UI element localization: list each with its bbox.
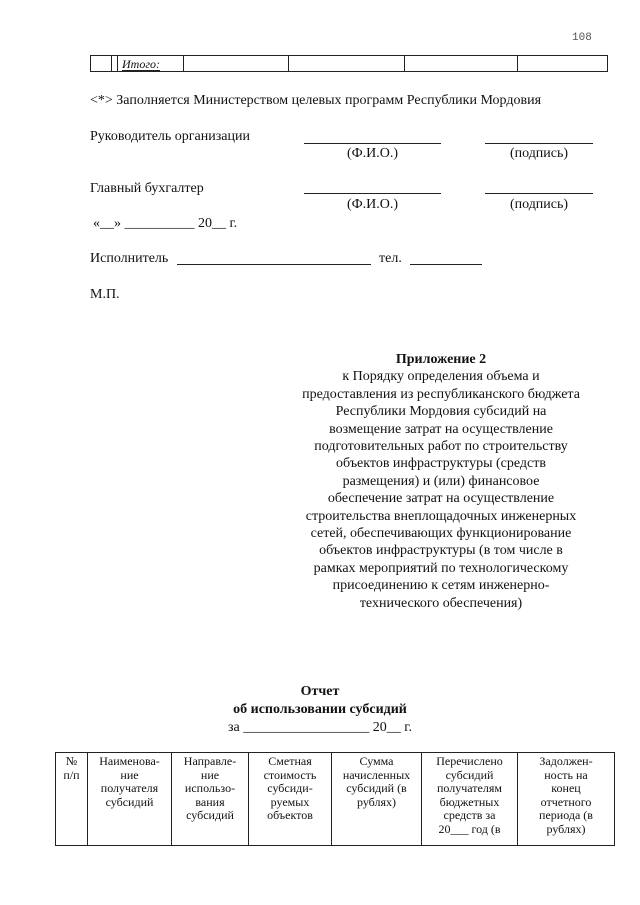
- col-header-number: [56, 753, 88, 846]
- col-header-line: субсидий: [186, 808, 234, 822]
- sign-caption: (подпись): [509, 197, 569, 212]
- appendix-line: технического обеспечения): [359, 595, 523, 611]
- report-subtitle: об использовании субсидий: [233, 702, 407, 717]
- accountant-label: Главный бухгалтер: [90, 181, 204, 196]
- date-line: «__» __________ 20__ г.: [93, 216, 238, 231]
- executor-line: [177, 264, 371, 265]
- table-divider: [117, 56, 118, 71]
- appendix-line: объектов инфраструктуры (средств: [336, 456, 546, 472]
- col-header-line: средств за: [443, 808, 496, 822]
- col-header-accrued-sum: [332, 753, 422, 846]
- col-header-transferred: [422, 753, 518, 846]
- col-header-debt: [518, 753, 615, 846]
- table-divider: [517, 56, 518, 71]
- col-header-line: ние: [200, 767, 220, 782]
- appendix-line: Республики Мордовия субсидий на: [335, 404, 547, 420]
- col-header-line: субсидий (в: [346, 781, 407, 795]
- appendix-line: рамках мероприятий по технологическому: [313, 560, 569, 576]
- col-header-line: использо-: [184, 781, 236, 795]
- col-header-line: получателя: [100, 781, 159, 795]
- col-header-line: рублях): [357, 794, 396, 809]
- itogo-label: Итого:: [122, 57, 161, 71]
- appendix-heading: Приложение 2: [395, 352, 487, 367]
- table-divider: [111, 56, 112, 71]
- appendix-line: к Порядку определения объема и: [342, 369, 540, 385]
- appendix-line: обеспечение затрат на осуществление: [327, 491, 555, 507]
- totals-table-row: [90, 55, 608, 72]
- appendix-line: подготовительных работ по строительству: [314, 439, 568, 455]
- appendix-line: строительства внеплощадочных инженерных: [305, 508, 577, 524]
- sign-line: [485, 143, 593, 144]
- appendix-line: сетей, обеспечивающих функционирование: [310, 526, 572, 542]
- appendix-block: [285, 351, 597, 612]
- col-header-line: Направле-: [183, 754, 237, 768]
- col-header-line: получателям: [437, 781, 502, 795]
- executor-label: Исполнитель: [90, 251, 169, 266]
- report-period: за __________________ 20__ г.: [228, 720, 412, 735]
- col-header-line: начисленных: [342, 767, 411, 782]
- appendix-line: объектов инфраструктуры (в том числе в: [319, 543, 563, 559]
- footnote: <*> Заполняется Министерством целевых программ Республики Мордовия: [90, 93, 542, 108]
- head-label: Руководитель организации: [90, 129, 250, 144]
- tel-line: [410, 264, 482, 265]
- fio-line: [304, 143, 441, 144]
- col-header-line: п/п: [63, 767, 80, 782]
- table-header-row: [56, 753, 615, 846]
- table-divider: [288, 56, 289, 71]
- col-header-recipient: [88, 753, 172, 846]
- col-header-line: субсидий: [445, 767, 494, 782]
- sign-caption: (подпись): [509, 146, 569, 161]
- fio-caption: (Ф.И.О.): [346, 146, 399, 161]
- col-header-line: Сметная: [268, 754, 312, 768]
- appendix-line: возмещение затрат на осуществление: [329, 421, 553, 437]
- col-header-line: объектов: [267, 808, 313, 822]
- col-header-line: субсидий: [105, 794, 154, 809]
- report-table: [55, 752, 615, 846]
- table-divider: [404, 56, 405, 71]
- col-header-line: Наименова-: [99, 754, 160, 768]
- report-title: Отчет: [300, 684, 340, 699]
- stamp-label: М.П.: [90, 287, 120, 302]
- col-header-line: руемых: [270, 794, 310, 809]
- col-header-line: периода (в: [539, 808, 593, 822]
- col-header-line: отчетного: [540, 794, 592, 809]
- col-header-direction: [172, 753, 249, 846]
- fio-line: [304, 193, 441, 194]
- col-header-line: стоимость: [263, 767, 317, 782]
- col-header-line: №: [65, 754, 78, 768]
- appendix-line: размещения) и (или) финансовое: [342, 473, 540, 489]
- fio-caption: (Ф.И.О.): [346, 197, 399, 212]
- page-number: 108: [572, 32, 592, 44]
- col-header-line: Сумма: [359, 754, 394, 768]
- tel-label: тел.: [379, 251, 402, 266]
- col-header-line: субсиди-: [267, 781, 313, 795]
- sign-line: [485, 193, 593, 194]
- col-header-line: ность на: [544, 767, 588, 782]
- col-header-line: Перечислено: [436, 754, 503, 768]
- col-header-line: 20___ год (в: [438, 821, 501, 836]
- appendix-line: предоставления из республиканского бюджета: [302, 386, 580, 402]
- col-header-line: вания: [195, 794, 225, 809]
- col-header-line: рублях): [546, 821, 586, 836]
- appendix-line: присоединению к сетям инженерно-: [332, 578, 550, 594]
- col-header-line: Задолжен-: [539, 754, 593, 768]
- col-header-line: бюджетных: [439, 794, 500, 809]
- table-divider: [183, 56, 184, 71]
- col-header-line: конец: [551, 781, 581, 795]
- col-header-line: ние: [120, 767, 139, 782]
- col-header-estimated-cost: [249, 753, 332, 846]
